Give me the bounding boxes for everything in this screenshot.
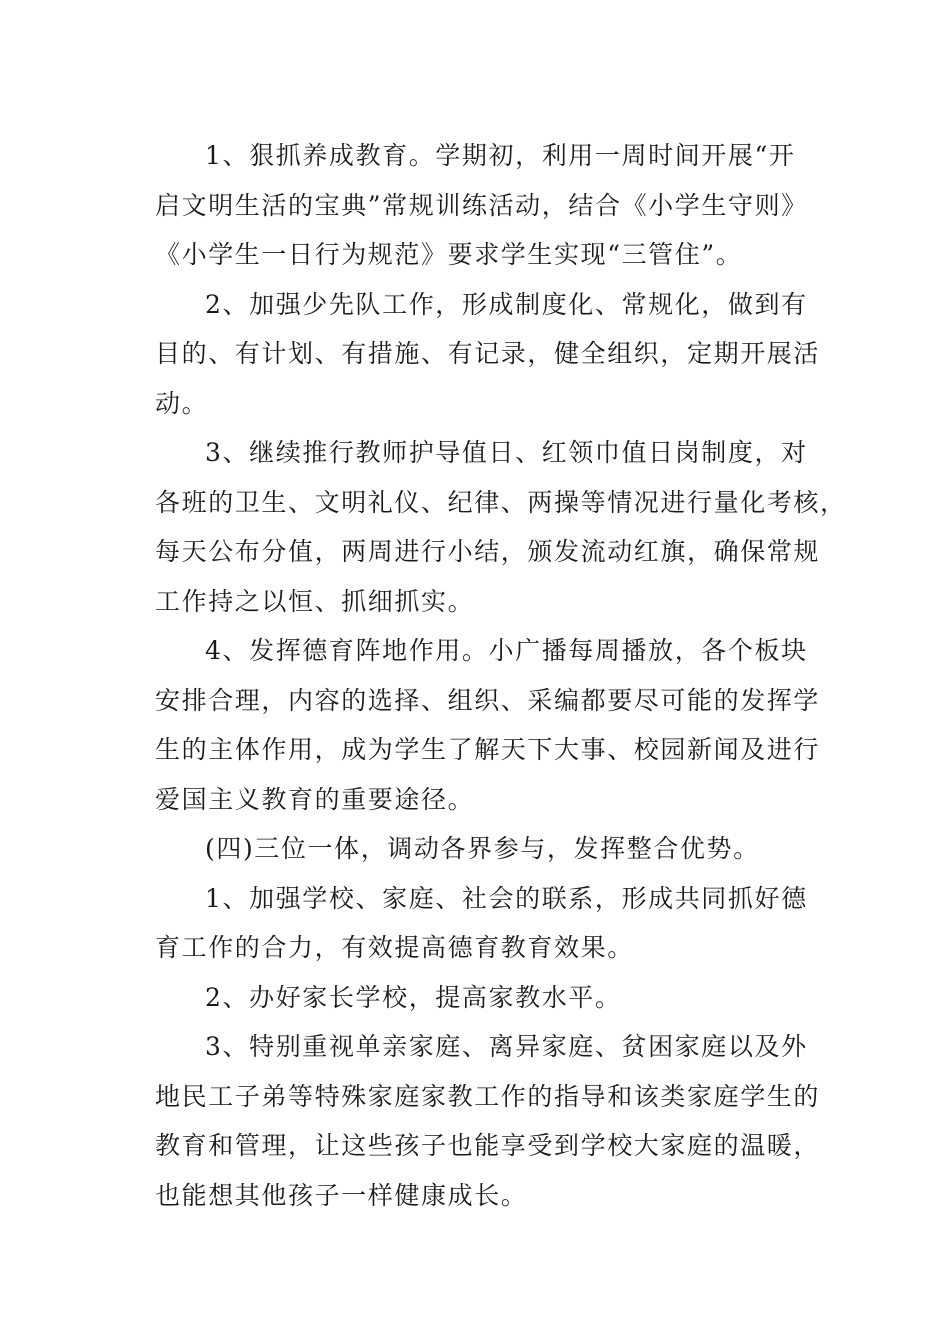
text-line: 爱国主义教育的重要途径。 (155, 784, 475, 814)
text-line: 1、加强学校、家庭、社会的联系，形成共同抓好德 (205, 883, 808, 913)
text-line: (四)三位一体，调动各界参与，发挥整合优势。 (205, 834, 760, 863)
text-line: 各班的卫生、文明礼仪、纪律、两操等情况进行量化考核， (155, 487, 847, 517)
text-line: 目的、有计划、有措施、有记录，健全组织，定期开展活 (155, 339, 821, 368)
text-line: 2、加强少先队工作，形成制度化、常规化，做到有 (205, 289, 808, 319)
text-line: 地民工子弟等特殊家庭家教工作的指导和该类家庭学生的 (155, 1081, 821, 1111)
text-line: 教育和管理，让这些孩子也能享受到学校大家庭的温暖， (155, 1131, 821, 1160)
text-line: 也能想其他孩子一样健康成长。 (155, 1180, 528, 1210)
text-line: 动。 (155, 388, 209, 418)
text-line: 启文明生活的宝典”常规训练活动，结合《小学生守则》 (155, 190, 808, 220)
text-line: 3、继续推行教师护导值日、红领巾值日岗制度，对 (205, 438, 808, 467)
text-line: 育工作的合力，有效提高德育教育效果。 (155, 933, 634, 962)
text-line: 工作持之以恒、抓细抓实。 (155, 586, 475, 616)
text-line: 3、特别重视单亲家庭、离异家庭、贫困家庭以及外 (205, 1032, 808, 1061)
text-line: 生的主体作用，成为学生了解天下大事、校园新闻及进行 (155, 735, 821, 764)
text-line: 2、办好家长学校，提高家教水平。 (205, 982, 622, 1012)
text-line: 1、狠抓养成教育。学期初，利用一周时间开展“开 (205, 141, 796, 170)
text-line: 安排合理，内容的选择、组织、采编都要尽可能的发挥学 (155, 685, 821, 715)
text-line: 4、发挥德育阵地作用。小广播每周播放，各个板块 (205, 636, 808, 665)
text-line: 《小学生一日行为规范》要求学生实现“三管住”。 (155, 240, 743, 269)
body-text (155, 131, 847, 1220)
text-line: 每天公布分值，两周进行小结，颁发流动红旗，确保常规 (155, 537, 821, 566)
